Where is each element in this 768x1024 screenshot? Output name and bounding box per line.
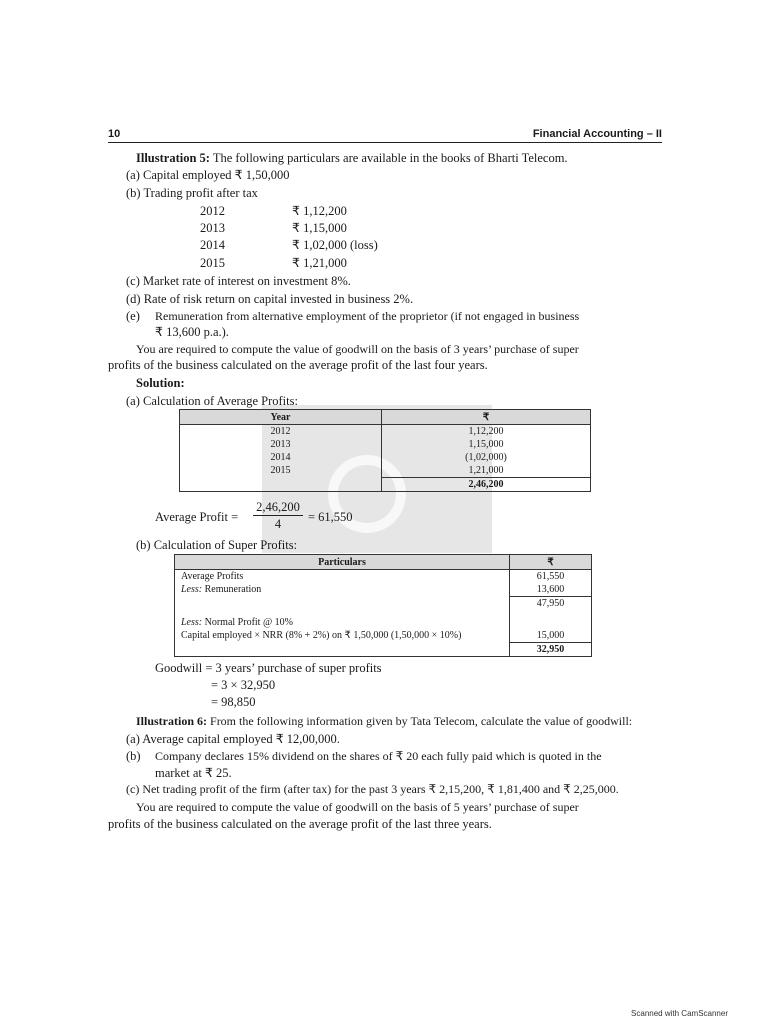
- illustration5-b: (b) Trading profit after tax: [126, 186, 258, 200]
- table-total: 2,46,200: [382, 478, 591, 492]
- illustration5-e-line1: Remuneration from alternative employment of the proprietor (if not engaged in business: [155, 309, 580, 323]
- table-row: Less: Remuneration 13,600: [175, 583, 592, 597]
- table-row: Average Profits 61,550: [175, 570, 592, 584]
- profit-year: 2012: [200, 204, 225, 218]
- page-header: [108, 128, 662, 143]
- average-profit-numerator: 2,46,200: [253, 500, 303, 516]
- illustration5-e-label: (e): [126, 309, 140, 323]
- average-profit-denominator: 4: [274, 517, 282, 531]
- profit-amount: ₹ 1,21,000: [292, 256, 347, 270]
- illustration5-intro: Illustration 5: The following particulars are available in the books of Bharti Telecom.: [136, 151, 568, 165]
- illustration5-a: (a) Capital employed ₹ 1,50,000: [126, 168, 290, 182]
- table-header: Year: [180, 410, 382, 425]
- average-profits-table: [179, 409, 591, 492]
- illustration5-question-1: You are required to compute the value of goodwill on the basis of 3 years’ purchase of super: [136, 342, 579, 356]
- table-header: ₹: [382, 410, 591, 425]
- profit-amount: ₹ 1,15,000: [292, 221, 347, 235]
- goodwill-line-3: = 98,850: [211, 695, 256, 709]
- illustration6-b-line1: Company declares 15% dividend on the shares of ₹ 20 each fully paid which is quoted in the: [155, 749, 602, 763]
- table-row: Less: Normal Profit @ 10%: [175, 616, 592, 629]
- solution-a-title: (a) Calculation of Average Profits:: [126, 394, 298, 408]
- illustration6-b-label: (b): [126, 749, 141, 763]
- book-title: Financial Accounting – II: [532, 128, 662, 140]
- scanner-watermark: Scanned with CamScanner: [631, 1009, 728, 1018]
- profit-amount: ₹ 1,02,000 (loss): [292, 238, 378, 252]
- illustration6-a: (a) Average capital employed ₹ 12,00,000.: [126, 732, 340, 746]
- table-row: 2014 (1,02,000): [180, 451, 591, 464]
- table-row: 2015 1,21,000: [180, 464, 591, 478]
- average-profit-label: Average Profit =: [155, 510, 239, 524]
- table-header: ₹: [510, 555, 592, 570]
- profit-amount: ₹ 1,12,200: [292, 204, 347, 218]
- average-profit-result: = 61,550: [308, 510, 353, 524]
- table-total-row: [175, 643, 592, 657]
- illustration6-intro: Illustration 6: From the following information given by Tata Telecom, calculate the value of goodwill:: [136, 714, 633, 728]
- profit-year: 2014: [200, 238, 225, 252]
- illustration5-question-2: profits of the business calculated on the average profit of the last four years.: [108, 358, 488, 372]
- table-row: 47,950: [175, 597, 592, 611]
- table-total: 32,950: [510, 643, 592, 657]
- illustration5-e-line2: ₹ 13,600 p.a.).: [155, 325, 229, 339]
- table-row: 2012 1,12,200: [180, 425, 591, 439]
- solution-b-title: (b) Calculation of Super Profits:: [136, 538, 298, 552]
- page-number: 10: [108, 128, 121, 140]
- illustration6-b-line2: market at ₹ 25.: [155, 766, 232, 780]
- solution-heading: Solution:: [136, 376, 185, 390]
- profit-year: 2015: [200, 256, 225, 270]
- super-profits-table: [174, 554, 592, 657]
- table-row: 2013 1,15,000: [180, 438, 591, 451]
- illustration6-c: (c) Net trading profit of the firm (after tax) for the past 3 years ₹ 2,15,200, ₹ 1,81,400 and ₹ 2,25,000.: [126, 782, 619, 796]
- illustration5-d: (d) Rate of risk return on capital invested in business 2%.: [126, 292, 414, 306]
- table-header: Particulars: [175, 555, 510, 570]
- table-total-row: [180, 478, 591, 492]
- table-row: Capital employed × NRR (8% + 2%) on ₹ 1,50,000 (1,50,000 × 10%) 15,000: [175, 629, 592, 643]
- illustration5-c: (c) Market rate of interest on investment 8%.: [126, 274, 351, 288]
- illustration6-question-2: profits of the business calculated on the average profit of the last three years.: [108, 817, 492, 831]
- profit-year: 2013: [200, 221, 225, 235]
- goodwill-line-2: = 3 × 32,950: [211, 678, 276, 692]
- illustration6-question-1: You are required to compute the value of goodwill on the basis of 5 years’ purchase of super: [136, 800, 579, 814]
- goodwill-line-1: Goodwill = 3 years’ purchase of super profits: [155, 661, 382, 675]
